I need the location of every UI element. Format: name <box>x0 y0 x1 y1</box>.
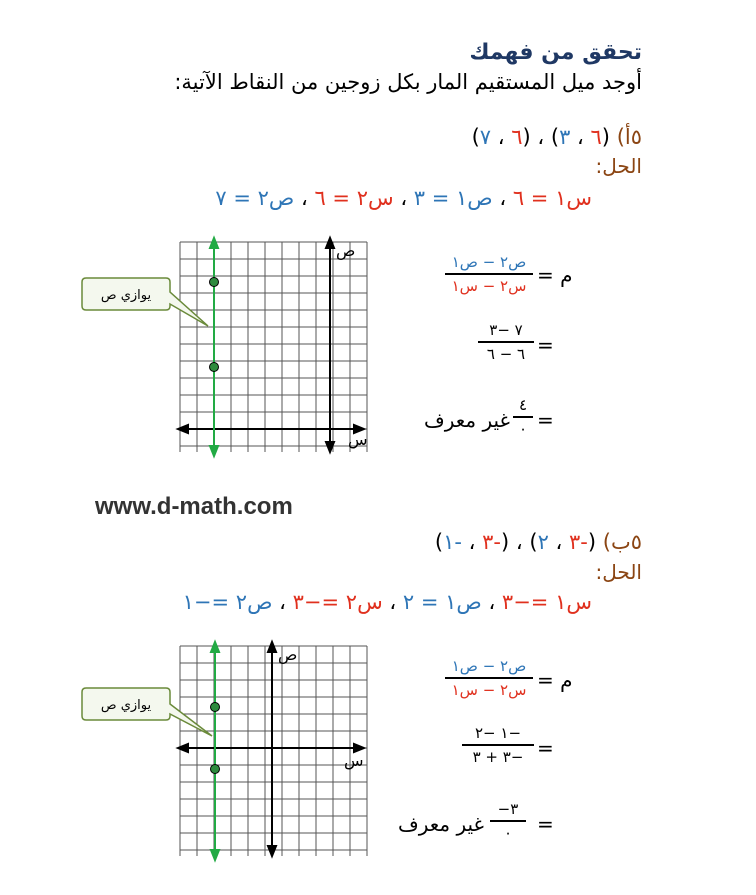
comma: ، <box>301 186 308 210</box>
comma: ، <box>279 590 286 614</box>
point1-x: ٦ <box>590 125 602 149</box>
solution-label: الحل: <box>595 154 642 178</box>
given-values-a <box>215 186 592 210</box>
slope-formula <box>445 253 533 295</box>
slope-formula <box>445 657 533 699</box>
axis-x-label: س <box>344 751 364 770</box>
point2-x: ٦ <box>511 125 523 149</box>
point2-y: -١ <box>443 530 462 554</box>
equals-sign: = <box>537 812 554 836</box>
given-x1: س١ = ٦ <box>512 186 592 210</box>
coordinate-grid-a <box>60 232 390 464</box>
point2-x: -٣ <box>482 530 501 554</box>
comma: ، <box>389 590 397 614</box>
point1-x: -٣ <box>569 530 588 554</box>
vertical-line <box>211 642 219 860</box>
equals-sign: = <box>537 333 554 357</box>
slope-step3 <box>513 396 533 438</box>
paren: ) <box>471 125 480 149</box>
solution-label: الحل: <box>595 560 642 584</box>
point-marker <box>211 765 220 774</box>
paren: ( <box>501 530 510 554</box>
comma: ، <box>537 125 545 149</box>
fraction-bar <box>445 273 533 275</box>
problem-label: ٥ب) <box>602 530 642 554</box>
formula-denominator: س٢ − س١ <box>451 680 527 699</box>
paren: ( <box>522 125 531 149</box>
comma: ، <box>577 125 584 149</box>
slope-step3 <box>490 800 526 842</box>
step3-denominator: ٠ <box>518 419 528 438</box>
point-marker <box>211 703 220 712</box>
given-y2: ص٢ =−١ <box>182 590 273 614</box>
paren: ) <box>529 530 538 554</box>
comma: ، <box>497 125 505 149</box>
step3-numerator: −٣ <box>497 800 519 818</box>
slope-step2 <box>462 724 534 766</box>
given-y1: ص١ = ٢ <box>402 590 482 614</box>
given-y2: ص٢ = ٧ <box>215 186 295 210</box>
given-x1: س١ =−٣ <box>501 590 592 614</box>
slope-symbol: م = <box>537 263 573 287</box>
fraction-bar <box>490 820 526 822</box>
paren: ( <box>601 125 610 149</box>
paren: ( <box>587 530 597 554</box>
given-x2: س٢ =−٣ <box>292 590 383 614</box>
formula-numerator: ص٢ − ص١ <box>451 657 527 675</box>
comma: ، <box>515 530 523 554</box>
comma: ، <box>555 530 563 554</box>
point2-y: ٧ <box>479 125 492 149</box>
equals-sign: = <box>537 408 554 432</box>
paren: ) <box>434 530 444 554</box>
comma: ، <box>468 530 476 554</box>
formula-denominator: س٢ − س١ <box>451 276 527 295</box>
step2-numerator: −١ −٢ <box>474 724 522 742</box>
problem-label: ٥أ) <box>616 125 642 149</box>
slope-symbol: م = <box>537 668 573 692</box>
equals-sign: = <box>537 736 554 760</box>
step2-denominator: −٣ + ٣ <box>472 747 524 766</box>
comma: ، <box>499 186 507 210</box>
given-y1: ص١ = ٣ <box>413 186 493 210</box>
axis-y-label: ص <box>278 645 298 664</box>
axes <box>178 642 364 856</box>
fraction-bar <box>478 341 534 343</box>
callout-label: يوازي ص <box>100 288 152 303</box>
given-values-b <box>183 590 592 614</box>
step3-denominator: ٠ <box>503 823 513 842</box>
fraction-bar <box>462 744 534 746</box>
step2-denominator: ٦ − ٦ <box>486 344 526 363</box>
fraction-bar <box>445 677 533 679</box>
problem-b-statement <box>435 530 642 554</box>
comma: ، <box>488 590 496 614</box>
given-x2: س٢ = ٦ <box>314 186 394 210</box>
callout-label: يوازي ص <box>100 698 152 713</box>
result-undefined: غير معرف <box>423 408 510 432</box>
result-undefined: غير معرف <box>397 812 484 836</box>
formula-numerator: ص٢ − ص١ <box>451 253 527 271</box>
coordinate-grid-b <box>60 636 390 868</box>
fraction-bar <box>513 416 533 418</box>
point1-y: ٣ <box>559 125 571 149</box>
point1-y: ٢ <box>537 530 549 554</box>
problem-a-statement <box>472 125 642 149</box>
slope-step2 <box>478 321 534 363</box>
axes <box>178 238 364 452</box>
instruction-text: أوجد ميل المستقيم المار بكل زوجين من النقاط الآتية: <box>174 70 642 94</box>
comma: ، <box>400 186 408 210</box>
paren: ) <box>550 125 560 149</box>
axis-x-label: س <box>348 430 368 449</box>
point-marker <box>210 363 219 372</box>
step3-numerator: ٤ <box>518 396 528 414</box>
watermark: www.d-math.com <box>95 493 293 520</box>
vertical-line <box>210 238 218 456</box>
point-marker <box>210 278 219 287</box>
step2-numerator: ٧ −٣ <box>489 321 523 339</box>
axis-y-label: ص <box>336 241 356 260</box>
section-title: تحقق من فهمك <box>469 40 642 65</box>
